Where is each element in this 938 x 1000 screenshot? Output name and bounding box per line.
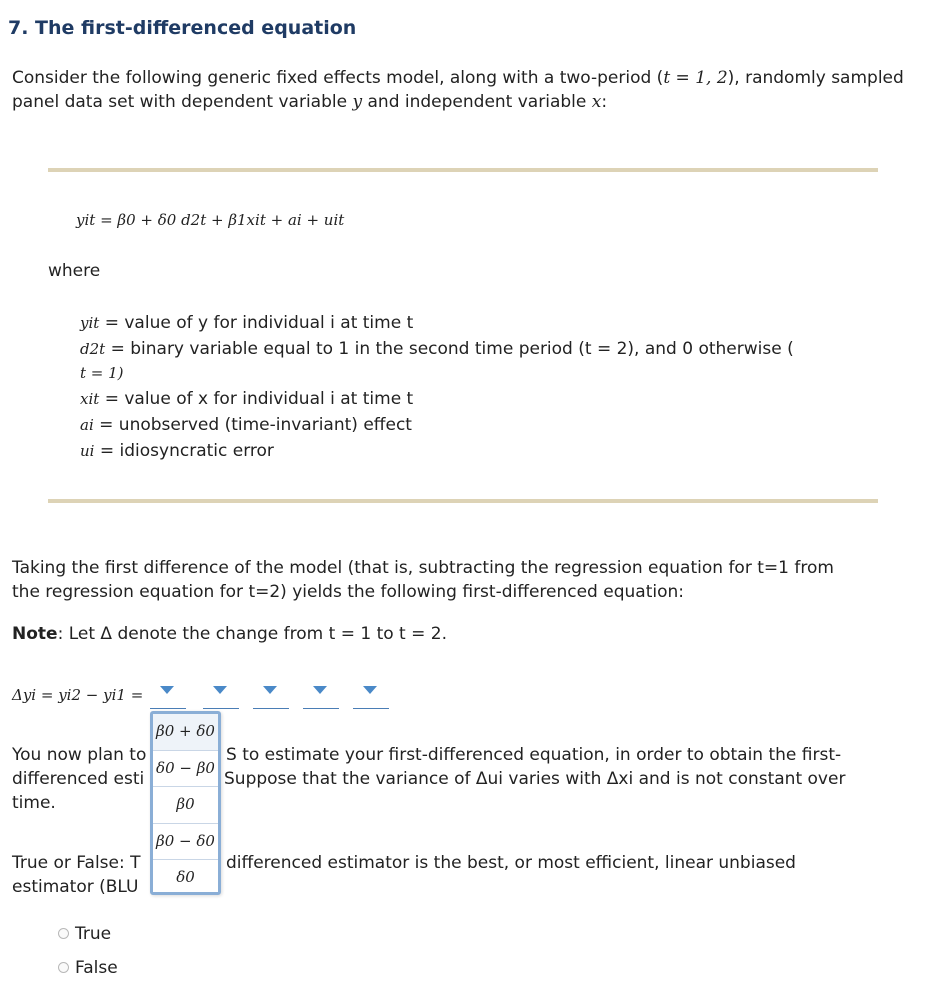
fd-dropdown-4[interactable] — [303, 686, 339, 709]
fd-dropdown-3[interactable] — [253, 686, 289, 709]
where-label: where — [48, 261, 101, 281]
plan-text-line2a: differenced esti — [12, 769, 145, 789]
bottom-divider — [48, 499, 878, 503]
chevron-down-icon — [160, 686, 174, 694]
dropdown-option[interactable]: β0 + δ0 — [153, 714, 218, 751]
definition-row: ai = unobserved (time-invariant) effect — [80, 415, 412, 435]
tf-question-line1a: True or False: T — [12, 853, 141, 873]
chevron-down-icon — [213, 686, 227, 694]
radio-button[interactable] — [58, 962, 69, 973]
tf-question-line1b: differenced estimator is the best, or most efficient, linear unbiased — [226, 853, 796, 873]
definition-row: yit = value of y for individual i at time t — [80, 313, 414, 333]
plan-text-line1a: You now plan to — [12, 745, 147, 765]
intro-paragraph: Consider the following generic fixed effects model, along with a two-period (t = 1, 2), randomly sampled panel data set with dependent variable y and independent variable x: — [12, 68, 904, 112]
taking-text-line2: the regression equation for t=2) yields the following first-differenced equation: — [12, 582, 684, 602]
chevron-down-icon — [363, 686, 377, 694]
fd-dropdown-1[interactable] — [150, 686, 186, 709]
fd-dropdown-2[interactable] — [203, 686, 239, 709]
note: Note: Let Δ denote the change from t = 1 to t = 2. — [12, 624, 447, 644]
dropdown-option[interactable]: β0 − δ0 — [153, 824, 218, 861]
chevron-down-icon — [263, 686, 277, 694]
model-equation: yit = β0 + δ0 d2t + β1xit + ai + uit — [76, 211, 345, 229]
top-divider — [48, 168, 878, 172]
taking-text-line1: Taking the first difference of the model (that is, subtracting the regression equation for t=1 from — [12, 558, 834, 578]
radio-button[interactable] — [58, 928, 69, 939]
definition-row: ui = idiosyncratic error — [80, 441, 274, 461]
plan-text-line3: time. — [12, 793, 56, 813]
dropdown-option[interactable]: δ0 — [176, 868, 195, 887]
tf-question-line2: estimator (BLU — [12, 877, 139, 897]
plan-text-line2b: Suppose that the variance of Δui varies with Δxi and is not constant over — [224, 769, 846, 789]
fd-dropdown-5[interactable] — [353, 686, 389, 709]
chevron-down-icon — [313, 686, 327, 694]
answer-true[interactable]: True — [58, 924, 111, 944]
plan-text-line1b: S to estimate your first-differenced equation, in order to obtain the first- — [226, 745, 842, 765]
question-title: 7. The first-differenced equation — [8, 17, 357, 39]
definition-row: d2t = binary variable equal to 1 in the second time period (t = 2), and 0 otherwise ( — [80, 339, 794, 359]
dropdown-option[interactable]: δ0 − β0 — [153, 751, 218, 788]
definition-row: xit = value of x for individual i at time t — [80, 389, 414, 409]
fd-equation-lhs: Δyi = yi2 − yi1 = — [12, 686, 144, 704]
definition-row-continued: t = 1) — [80, 364, 124, 382]
answer-false[interactable]: False — [58, 958, 118, 978]
dropdown-option[interactable]: β0 — [153, 787, 218, 824]
dropdown-menu[interactable] — [150, 711, 221, 895]
